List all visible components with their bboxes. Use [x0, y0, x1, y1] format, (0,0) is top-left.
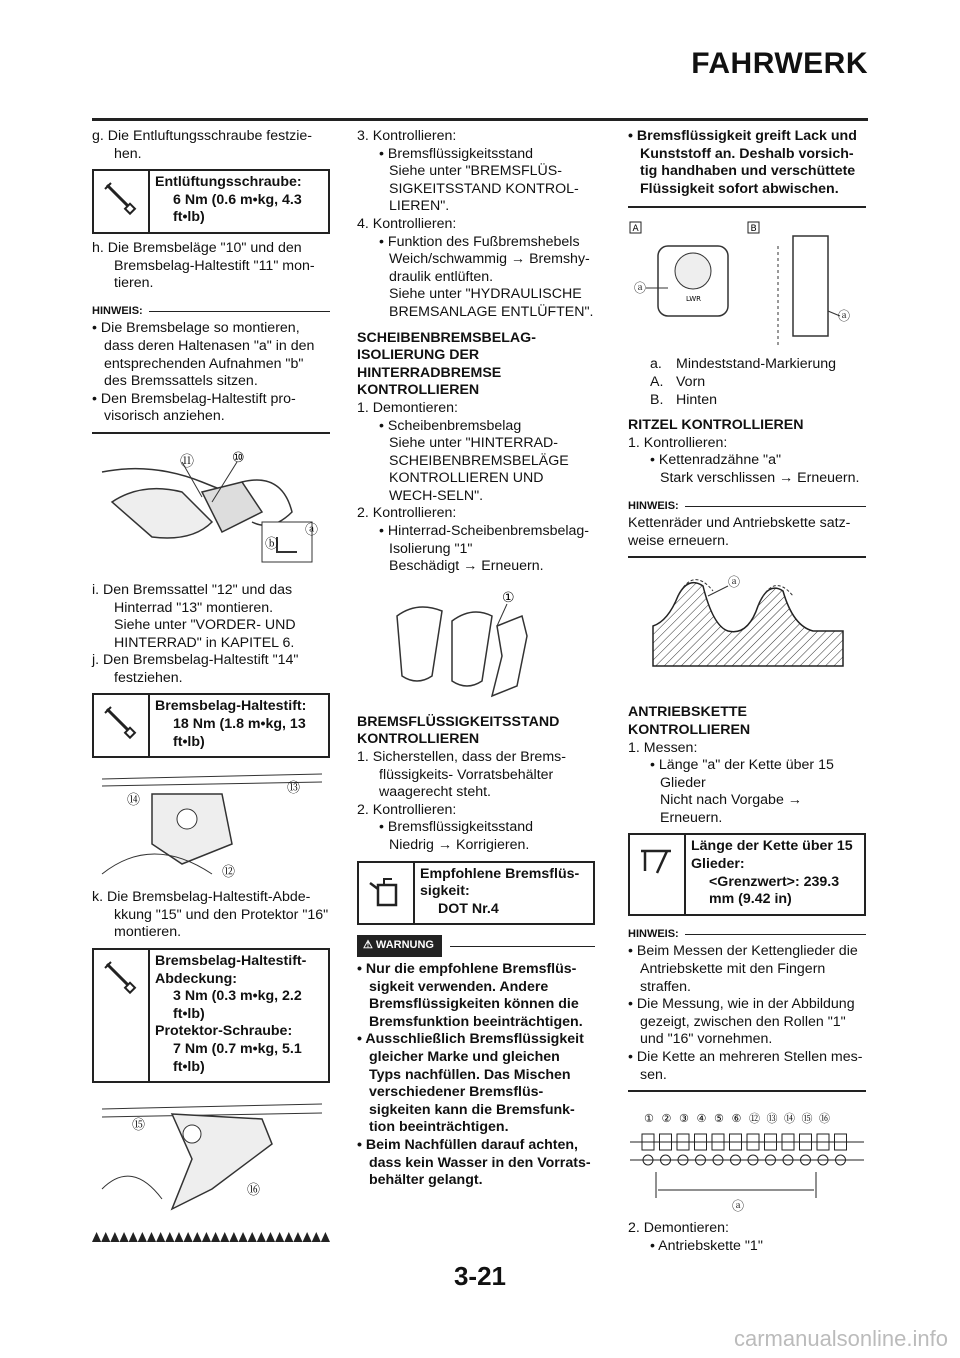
- brake-pad-figure: [92, 442, 330, 582]
- fig1-label: ⓑ: [265, 536, 279, 552]
- step-m1: 1. Messen:: [628, 739, 698, 756]
- fig-label: LWR: [686, 295, 702, 304]
- chain-roller-label: ⑬: [766, 1112, 778, 1126]
- fluid-box: [357, 861, 595, 926]
- dimension-label: ⓐ: [732, 1199, 745, 1214]
- torque-box-3-value2: 7 Nm (0.7 m•kg, 5.1 ft•lb): [173, 1041, 302, 1075]
- fig-label: ⓐ: [634, 281, 647, 296]
- chain-box-value: <Grenzwert>: 239.3 mm (9.42 in): [709, 873, 840, 908]
- torque-wrench-icon: [94, 171, 150, 232]
- note-item: • Die Messung, wie in der Abbildung gezeigt, zwischen den Rollen "1" und "16" vornehmen.: [628, 996, 855, 1048]
- note-1-label: HINWEIS:: [92, 304, 143, 317]
- fluid-box-title: Empfohlene Bremsflüs-sigkeit:: [420, 865, 580, 900]
- step-a2-bullet: • Hinterrad-Scheibenbremsbelag-Isolierung "1": [379, 523, 590, 557]
- torque-wrench-icon: [94, 695, 150, 756]
- warning-item: • Nur die empfohlene Bremsflüs-sigkeit verwenden. Andere Bremsflüssigkeiten können die Bremsfunktion beeinträchtigen.: [357, 960, 583, 1030]
- torque-box-3-title2: Protektor-Schraube:: [155, 1023, 293, 1040]
- note-1-item: • Den Bremsbelag-Haltestift pro-visorisch anziehen.: [92, 390, 296, 425]
- chain-roller-label: ①: [644, 1112, 654, 1126]
- fig2-label: ⑬: [287, 781, 301, 797]
- page-title: FAHRWERK: [691, 47, 868, 80]
- step-r1-bullet: • Kettenradzähne "a": [650, 452, 782, 469]
- step-a1: 1. Demontieren:: [357, 399, 458, 416]
- pad-insulator-figure: [357, 576, 595, 706]
- legend: [628, 356, 866, 409]
- step-b2: 2. Kontrollieren:: [357, 801, 457, 818]
- chain-roller-label: ③: [679, 1112, 689, 1126]
- note-item: • Beim Messen der Kettenglieder die Antriebskette mit den Fingern straffen.: [628, 943, 858, 995]
- step-h: h. Die Bremsbeläge "10" und den Bremsbelag-Haltestift "11" mon-tieren.: [92, 239, 315, 292]
- step-g: g. Die Entluftungsschraube festzie-hen.: [92, 128, 313, 162]
- page-number: 3-21: [453, 1261, 507, 1291]
- legend-item: A. Vorn: [650, 373, 706, 390]
- chain-box-title: Länge der Kette über 15 Glieder:: [691, 838, 853, 873]
- fig1-label: ⑩: [232, 449, 245, 466]
- section-heading: ANTRIEBSKETTE KONTROLLIEREN: [628, 704, 751, 738]
- chain-box: [628, 833, 866, 915]
- step-d2-bullet: • Antriebskette "1": [650, 1237, 763, 1254]
- caution-text: • Bremsflüssigkeit greift Lack und Kunststoff an. Deshalb vorsich-tig handhaben und verschüttete Flüssigkeit sofort abwischen.: [628, 128, 866, 208]
- protector-figure: [92, 1089, 330, 1224]
- fig-tag: B: [750, 224, 757, 235]
- warning-label: WARNUNG: [375, 939, 434, 952]
- note-label: HINWEIS:: [628, 499, 679, 512]
- step-d2: 2. Demontieren:: [628, 1220, 729, 1237]
- step-i: i. Den Bremssattel "12" und das Hinterrad "13" montieren.: [92, 581, 293, 616]
- warning-item: • Ausschließlich Bremsflüssigkeit gleicher Marke und gleichen Typs nachfüllen. Das Mischen verschiedener Bremsflüs-sigkeiten kann die Bremsfunk-tion beeinträchtigen.: [357, 1031, 584, 1136]
- step-m1-result: Nicht nach Vorgabe → Erneuern.: [660, 792, 802, 826]
- step-4: 4. Kontrollieren:: [357, 215, 457, 232]
- chain-roller-label: ④: [696, 1112, 707, 1126]
- fig-label: ⓐ: [728, 575, 741, 590]
- oil-can-icon: [359, 863, 415, 924]
- header-rule: [92, 118, 868, 121]
- step-r1: 1. Kontrollieren:: [628, 434, 728, 451]
- reservoir-figure: [628, 216, 866, 356]
- torque-box-2-title: Bremsbelag-Haltestift:: [155, 698, 307, 715]
- chain-roller-label: ⑭: [784, 1112, 795, 1126]
- chain-roller-label: ⑥: [731, 1112, 742, 1126]
- step-b2-bullet: • Bremsflüssigkeitsstand: [379, 819, 534, 836]
- warning-item: • Beim Nachfüllen darauf achten, dass kein Wasser in den Vorrats-behälter gelangt.: [357, 1136, 591, 1189]
- step-3-ref: Siehe unter "BREMSFLÜS-SIGKEITSSTAND KONTROL-LIEREN".: [389, 163, 579, 215]
- note-label: HINWEIS:: [628, 927, 679, 940]
- fig3-label: ⑯: [247, 1183, 261, 1199]
- torque-box-3-title: Bremsbelag-Haltestift-Abdeckung:: [155, 953, 307, 987]
- chain-roller-label: ⑫: [749, 1112, 760, 1126]
- caliper-gauge-icon: [630, 835, 686, 913]
- caliper-figure: [92, 764, 330, 889]
- note-item: • Die Kette an mehreren Stellen mes-sen.: [628, 1049, 863, 1083]
- chain-roller-label: ⑤: [714, 1112, 724, 1126]
- step-m1-bullet: • Länge "a" der Kette über 15 Glieder: [650, 757, 834, 791]
- dimension-line: [656, 1172, 816, 1198]
- step-j: j. Den Bremsbelag-Haltestift "14" festziehen.: [92, 652, 299, 686]
- chain-roller-label: ⑮: [801, 1112, 813, 1126]
- section-end-marker: [92, 1232, 330, 1242]
- chain-figure: [628, 1100, 866, 1220]
- torque-box-3: [92, 948, 330, 1083]
- note-1: [92, 303, 330, 434]
- fig2-label: ⑫: [222, 865, 236, 881]
- torque-wrench-icon: [94, 950, 150, 1081]
- step-a1-bullet: • Scheibenbremsbelag: [379, 417, 522, 434]
- footer-watermark: carmanualsonline.info: [733, 1326, 948, 1351]
- fluid-box-value: DOT Nr.4: [438, 900, 499, 917]
- legend-item: a. Mindeststand-Markierung: [650, 356, 837, 373]
- section-heading: BREMSFLÜSSIGKEITSSTAND KONTROLLIEREN: [357, 713, 560, 748]
- note-1-item: • Die Bremsbelage so montieren, dass deren Haltenasen "a" in den entsprechenden Aufnahmen "b" des Bremssattels sitzen.: [92, 320, 315, 390]
- fig-tag: A: [632, 224, 639, 235]
- fig1-label: ⑪: [180, 453, 194, 470]
- step-4-ref: Siehe unter "HYDRAULISCHE BREMSANLAGE ENTLÜFTEN".: [389, 286, 594, 320]
- column-2: [357, 128, 595, 1190]
- column-1: [92, 128, 330, 1224]
- fig-label: ①: [502, 589, 515, 606]
- chain-roller-label: ⑯: [819, 1112, 830, 1126]
- chain-roller-label: ②: [661, 1112, 672, 1126]
- torque-box-1-title: Entlüftungsschraube:: [155, 174, 302, 191]
- step-a2-result: Beschädigt → Erneuern.: [389, 558, 544, 575]
- step-r1-result: Stark verschlissen → Erneuern.: [660, 469, 860, 486]
- torque-box-1-value: 6 Nm (0.6 m•kg, 4.3 ft•lb): [173, 191, 302, 226]
- torque-box-2: [92, 693, 330, 758]
- step-b1: 1. Sicherstellen, dass der Brems-flüssigkeits- Vorratsbehälter waagerecht steht.: [357, 749, 566, 801]
- warning-icon: ⚠: [363, 939, 376, 952]
- torque-box-3-value: 3 Nm (0.3 m•kg, 2.2 ft•lb): [173, 988, 302, 1022]
- fig-label: ⓐ: [838, 309, 851, 324]
- step-k: k. Die Bremsbelag-Haltestift-Abde-kkung "15" und den Protektor "16" montieren.: [92, 889, 329, 941]
- legend-item: B. Hinten: [650, 391, 718, 408]
- step-a1-ref: Siehe unter "HINTERRAD-SCHEIBENBREMSBELÄGE KONTROLLIEREN UND WECH-SELN".: [389, 435, 569, 504]
- note-text: Kettenräder und Antriebskette satz-weise erneuern.: [628, 515, 851, 549]
- step-3: 3. Kontrollieren:: [357, 128, 457, 144]
- step-3-bullet: • Bremsflüssigkeitsstand: [379, 145, 534, 162]
- fig3-label: ⑮: [132, 1118, 146, 1134]
- section-heading: SCHEIBENBREMSBELAG-ISOLIERUNG DER HINTERRADBREMSE KONTROLLIEREN: [357, 329, 536, 399]
- step-i-ref: Siehe unter "VORDER- UND HINTERRAD" in KAPITEL 6.: [114, 617, 296, 651]
- fig1-label: ⓐ: [305, 522, 319, 538]
- column-3: [628, 128, 866, 1255]
- step-4-result: Weich/schwammig → Bremshy-draulik entlüften.: [389, 251, 590, 285]
- sprocket-figure: [628, 566, 866, 696]
- torque-box-1: [92, 169, 330, 234]
- step-4-bullet: • Funktion des Fußbremshebels: [379, 233, 580, 250]
- note-3a: [628, 498, 866, 559]
- fig2-label: ⑭: [127, 793, 141, 809]
- section-heading: RITZEL KONTROLLIEREN: [628, 417, 804, 434]
- torque-box-2-value: 18 Nm (1.8 m•kg, 13 ft•lb): [173, 716, 306, 750]
- note-3b: [628, 926, 866, 1092]
- step-b2-result: Niedrig → Korrigieren.: [389, 837, 530, 853]
- step-a2: 2. Kontrollieren:: [357, 505, 457, 522]
- warning-header: [357, 935, 595, 957]
